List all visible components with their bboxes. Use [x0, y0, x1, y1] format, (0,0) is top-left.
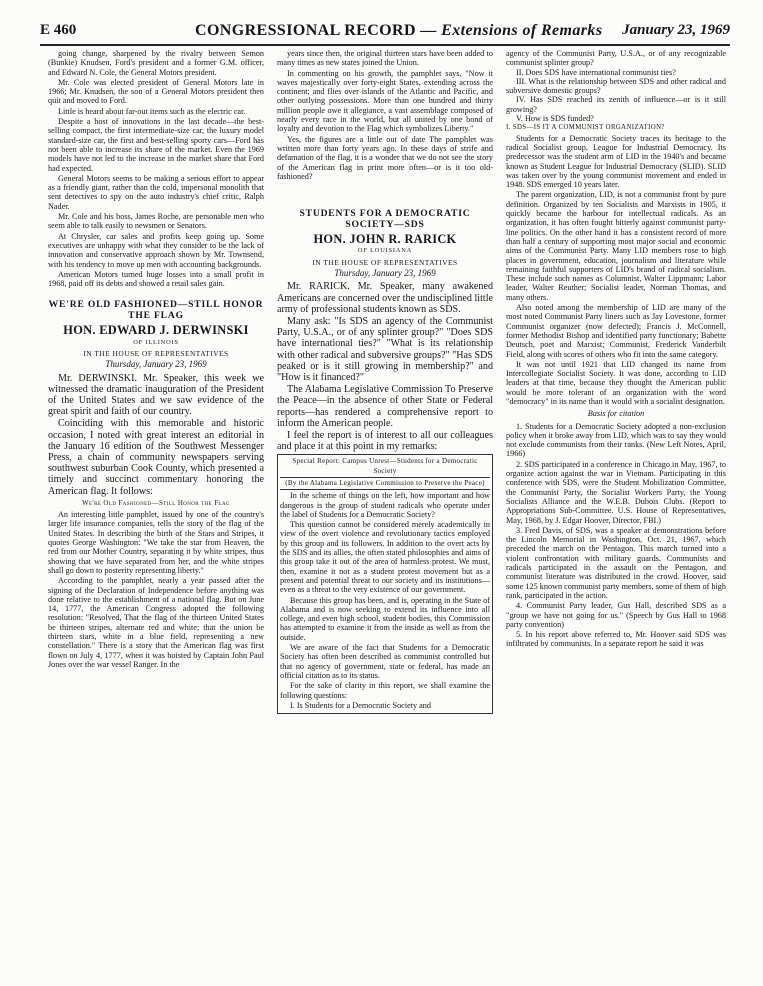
- section-name: — Extensions of Remarks: [420, 22, 603, 39]
- paragraph: Students for a Democratic Society traces its heritage to the radical Socialist group, League for Industrial Democracy. Its predecessor was the student arm of LID in the 1940's and became known as Student League for Industrial Democracy (SLID). SLID was taken over by the young communist movement and ended in 1948. SDS emerged 10 years later.: [506, 133, 726, 190]
- column-2: [277, 49, 493, 981]
- page-number: E 460: [40, 22, 77, 38]
- publication-title: [195, 22, 602, 40]
- paragraph: General Motors seems to be making a serious effort to appear as a friendly giant, rather than the cold, impersonal monolith that sent detectives to spy on the auto industry's chief critic, Ralph Nader.: [48, 173, 264, 211]
- question: V. How is SDS funded?: [516, 114, 594, 124]
- paragraph: I. Is Students for a Democratic Society and: [290, 700, 431, 710]
- speech-date: Thursday, January 23, 1969: [334, 268, 436, 279]
- paragraph: Mr. RARICK. Mr. Speaker, many awakened Americans are concerned over the undisciplined little army of professional students known as SDS.: [277, 281, 493, 315]
- report-byline: (By the Alabama Legislative Commission to Preserve the Peace): [280, 479, 490, 490]
- paragraph: American Motors turned huge losses into a small profit in 1968, paid off its debts and showed a retail sales gain.: [48, 269, 264, 289]
- paragraph: According to the pamphlet, nearly a year passed after the signing of the Declaration of Independence before anything was done relative to the establishment of a national flag. But on June 14, 1777, the American Congress adopted the following resolution: "Resolved, That the flag of the thirteen United States be thirteen stripes, alternate red and white; that the union be thirteen stars, white in a blue field, representing a new constellation." There is a story that the American flag was first flown on July 4, 1777, when it was hoisted by Captain John Paul Jones over the war vessel Ranger. In the: [48, 576, 264, 669]
- paragraph: years since then, the original thirteen stars have been added to many times as new states joined the Union.: [277, 49, 493, 68]
- paragraph: The parent organization, LID, is not a communist front by pure definition. Organized by ten Socialists and Marxists in 1905, it quickly became the harbour for intellectual radicals. As an organization, it has often fought bitterly against communist party-line politics. On the other hand it has a consistent record of more than half a century of supporting most major social and economic aims of the Communist Party. Many LID members rose to high places in government, education, journalism and literature while remaining faithful supporters of LID's brand of radical socialism. These include such names as Columnist, Walter Lippmann; Labor leader, Walter Reuther; Socialist leader, Norman Thomas, and many others.: [506, 190, 726, 302]
- paragraph: Yes, the figures are a little out of date The pamphlet was written more than forty years ago. In these days of strife and defamation of the flag, it is a wonder that we do not see the story of the American flag in print more often—or is it too old-fashioned?: [277, 134, 493, 181]
- citation-item: 3. Fred Davis, of SDS, was a speaker at demonstrations before the Lincoln Memorial in Washington, Oct. 21, 1967, which preceded the march on the Pentagon. This march turned into a violent confrontation with military guards. Communists and radicals participated in the assault on the Pentagon, and communist literature was distributed in the crowd. Hoover, said some 125 known communist party members, some of them of high rank, participated in the action.: [506, 525, 726, 600]
- article-headline: WE'RE OLD FASHIONED—STILL HONOR THE FLAG: [48, 299, 264, 322]
- column-3: [506, 49, 726, 981]
- speaker-name: HON. EDWARD J. DERWINSKI: [63, 323, 249, 338]
- page-header: [40, 22, 730, 44]
- chamber-line: IN THE HOUSE OF REPRESENTATIVES: [312, 257, 458, 267]
- section-heading: I. SDS—IS IT A COMMUNIST ORGANIZATION?: [506, 124, 665, 132]
- question: agency of the Communist Party, U.S.A., or of any recognizable communist splinter group?: [506, 49, 726, 68]
- paragraph: Mr. Cole and his boss, James Roche, are personable men who seem able to talk easily to newsmen or Senators.: [48, 212, 264, 231]
- paragraph: Mr. DERWINSKI. Mr. Speaker, this week we witnessed the dramatic inauguration of the President of the United States and we saw evidence of the great spirit and faith of our country.: [48, 372, 264, 418]
- citation-item: 1. Students for a Democratic Society adopted a non-exclusion policy when it broke away from LID, which was to say they would not exclude communists from their ranks. (New Left Notes, April, 1966): [506, 421, 726, 459]
- paragraph: Despite a host of innovations in the last decade—the best-selling compact, the first intermediate-size car, the luxury model standard-size car, the first and best-selling sporty cars—Ford has not been able to increase its share of the market. Even the 1969 models have not led to the increase in the market share that Ford had expected.: [48, 117, 264, 173]
- chamber-line: IN THE HOUSE OF REPRESENTATIVES: [83, 349, 229, 359]
- paragraph: Also noted among the membership of LID are many of the most noted Communist Party liners such as Jay Lovestone, former Communist organizer (now defected); Francis J. McConnell, former Methodist Bishop and identified party functionary; Babette Deutsch, poet and Marxist; Communist, Frederick Vanderbilt Field, along with scores of others who fit into the same category.: [506, 303, 726, 359]
- citation-item: 5. In his report above referred to, Mr. Hoover said SDS was infiltrated by communists. In a separate report he said it was: [506, 630, 726, 649]
- publication-name: CONGRESSIONAL RECORD: [195, 22, 416, 39]
- speaker-state: OF ILLINOIS: [133, 338, 179, 346]
- citation-list: [506, 422, 726, 649]
- paragraph: Because this group has been, and is, operating in the State of Alabama and is now seeking to extend its influence into all college, and even high school, student bodies, this Commission has attempted to examine it from the inside as well as from the outside.: [280, 595, 490, 642]
- paragraph: In the scheme of things on the left, how important and how dangerous is the group of student radicals who operate under the label of Students for a Democratic Society?: [280, 491, 490, 519]
- paragraph: It was not until 1921 that LID changed its name from Intercollegiate Socialist Society. It was done, according to LID leaders at that time, because they thought the American public would be more tolerant of an organization with the word "democracy" in its name than it would with a socialist designation.: [506, 359, 726, 406]
- question-list: [506, 49, 726, 123]
- paragraph: We are aware of the fact that Students for a Democratic Society has often been described as communist controlled but that no agency of government, state or federal, has made an official citation as to its status.: [280, 643, 490, 680]
- citation-item: 2. SDS participated in a conference in Chicago in May, 1967, to organize action against the war in Vietnam. Participating in this conference with SDS, were the Student Mobilization Committee, the Communist Party, the Socialist Workers Party, the Young Socialists Alliance and the W.E.B. Dubois Clubs. (Report to Appropriations Sub-Committee. U.S. House of Representatives, May, 1968, by J. Edgar Hoover, Director, FBI.): [506, 459, 726, 525]
- issue-date: January 23, 1969: [622, 22, 730, 38]
- question: II. Does SDS have international communist ties?: [516, 67, 676, 77]
- header-rule: [40, 44, 730, 46]
- paragraph: This question cannot be considered merely academically in view of the overt violence and revolutionary tactics employed by this group and its followers. In addition to the overt acts by the SDS and its allies, the often stated philosophies and aims of this group take it out of the area of harmless protest. We must, then, examine it not as a student protest movement but as a present and potential threat to our society and its institutions—even as a threat to the very existence of our government.: [280, 520, 490, 595]
- column-1: [48, 49, 264, 981]
- question: IV. Has SDS reached its zenith of influence—or is it still growing?: [506, 95, 726, 114]
- paragraph: Many ask: "Is SDS an agency of the Communist Party, U.S.A., or of any splinter group?" "Does SDS have international ties?" "What is its relationship with other radical and subversive groups?" "Has SDS peaked or is it still growing in membership?" and "How is it financed?": [277, 315, 493, 383]
- article-headline: STUDENTS FOR A DEMOCRATIC SOCIETY—SDS: [299, 208, 471, 231]
- paragraph: For the sake of clarity in this report, we shall examine the following questions:: [280, 681, 490, 700]
- speaker-state: OF LOUISIANA: [357, 247, 413, 255]
- basis-heading: Basis for citation: [587, 409, 645, 419]
- paragraph: going change, sharpened by the rivalry between Semon (Bunkie) Knudsen, Ford's president and a former G.M. officer, and Edward N. Cole, the General Motors president.: [48, 49, 264, 77]
- paragraph: The Alabama Legislative Commission To Preserve the Peace—in the absence of other State or Federal reports—has rendered a comprehensive report to inform the American people.: [277, 384, 493, 429]
- editorial-subhead: We're Old Fashioned—Still Honor the Flag: [81, 498, 231, 507]
- speech-date: Thursday, January 23, 1969: [105, 359, 207, 370]
- paragraph: I feel the report is of interest to all our colleagues and place it at this point in my remarks:: [277, 429, 493, 453]
- citation-item: 4. Communist Party leader, Gus Hall, described SDS as a "group we have not going for us." (Speech by Gus Hall to 1968 party convention): [506, 601, 726, 629]
- paragraph: An interesting little pamphlet, issued by one of the country's larger life insurance companies, tells the story of the flag of the United States. In describing the birth of the Stars and Stripes, it quotes George Washington: "We take the star from Heaven, the red from our Mother Country, separating it by white stripes, thus showing that we have separated from her, and the white stripes shall go down to posterity representing liberty.": [48, 510, 264, 575]
- report-title: Special Report: Campus Unrest—Students for a Democratic Society: [280, 457, 490, 478]
- paragraph: In commenting on his growth, the pamphlet says, "Now it waves majestically over forty-eight States, extending across the continent; and flies over islands of the Atlantic and Pacific, and other outlying possessions. More than one hundred and thirty million people owe it allegiance, a vast assemblage composed of nearly every race in the world, but all united by one bond of loyalty and devotion to the Flag which symbolizes Liberty.": [277, 68, 493, 134]
- paragraph: Mr. Cole was elected president of General Motors late in 1966; Mr. Knudsen, the son of a General Motors president then quit and moved to Ford.: [48, 77, 264, 106]
- speaker-name: HON. JOHN R. RARICK: [313, 232, 457, 247]
- special-report-box: [277, 454, 493, 714]
- question: III. What is the relationship between SDS and other radical and subversive domestic groups?: [506, 76, 726, 96]
- paragraph: Little is heard about far-out items such as the electric car.: [58, 106, 246, 116]
- paragraph: Coinciding with this memorable and historic occasion, I noted with great interest an editorial in the January 16 edition of the Southwest Messenger Press, a chain of community newspapers serving southwest suburban Cook County, which presented a timely and succinct commentary honoring the American flag. It follows:: [48, 418, 264, 497]
- paragraph: At Chrysler, car sales and profits keep going up. Some executives are unhappy with what they consider to be the lack of innovation and conservative approach shown by Mr. Townsend, with his tendency to move up men with accounting backgrounds.: [48, 231, 264, 269]
